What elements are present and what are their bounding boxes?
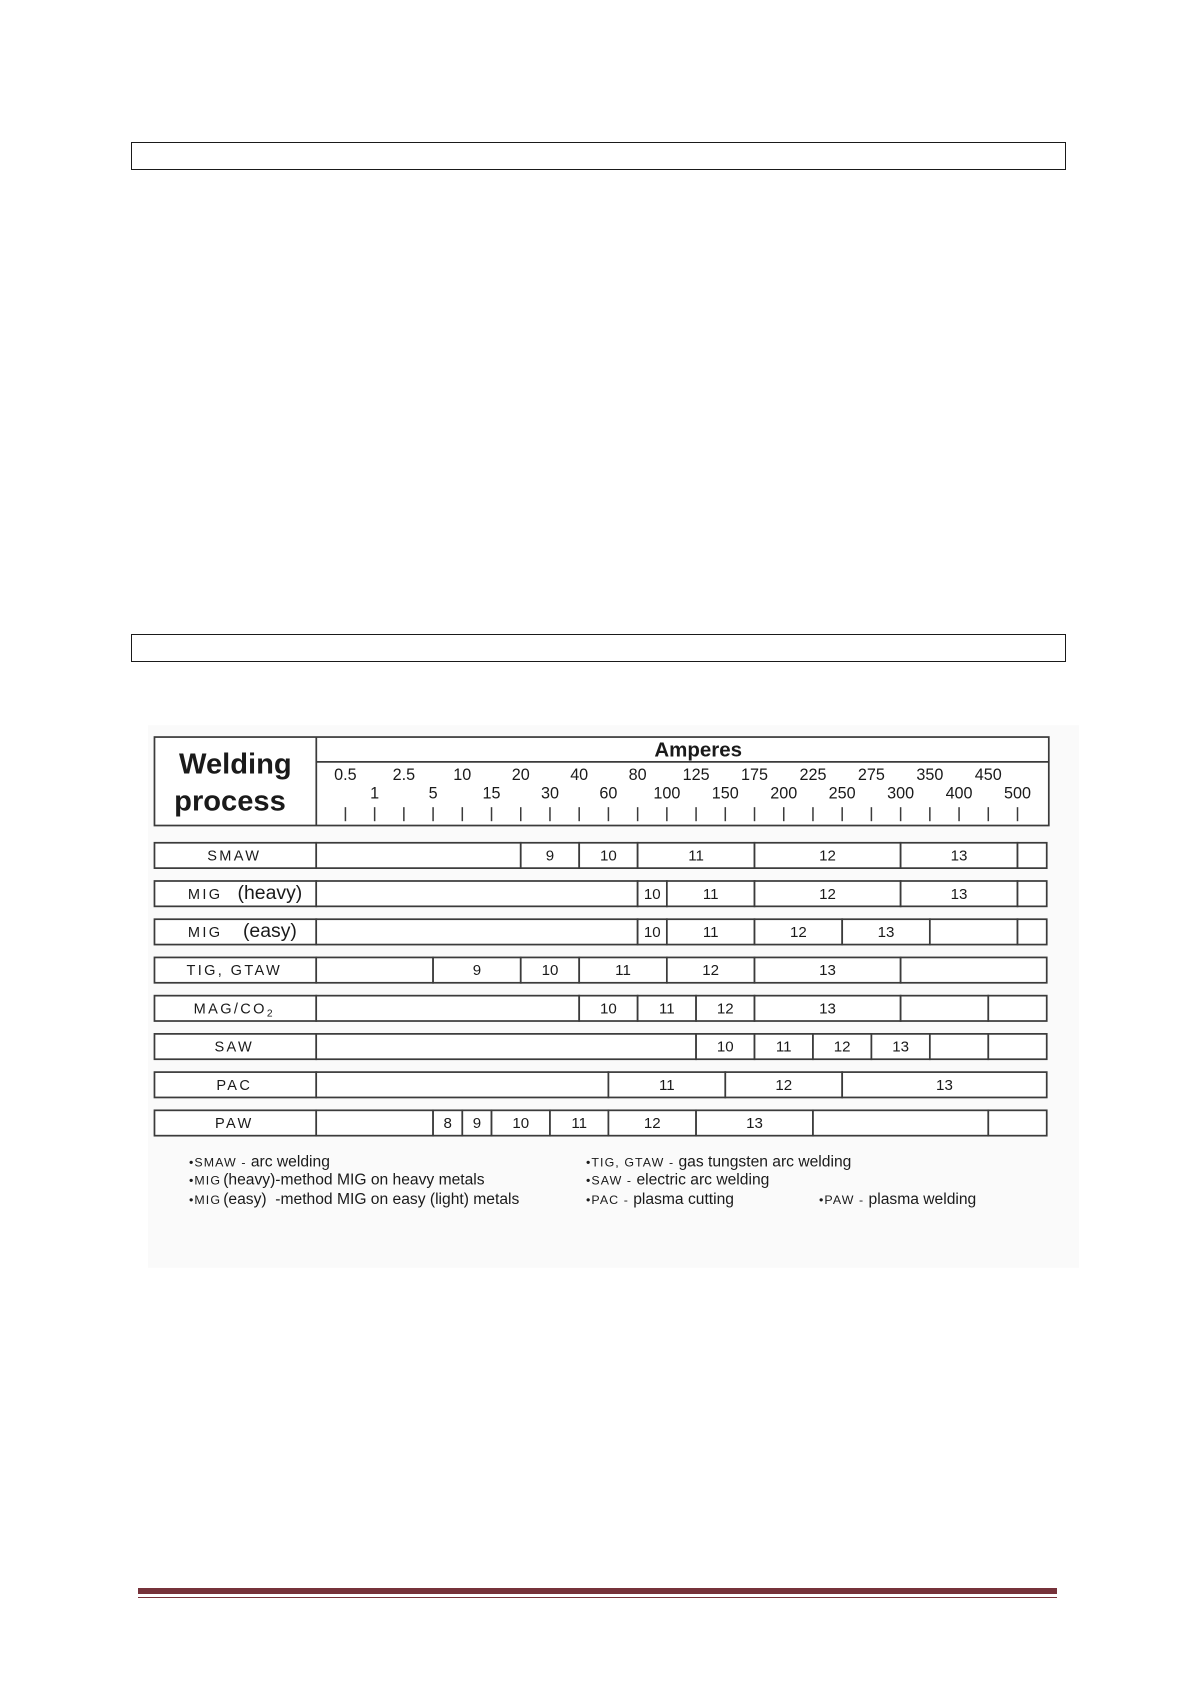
legend-item [189,1191,520,1208]
legend-abbr: •MIG [188,1193,222,1208]
legend-abbr: •PAC - [585,1193,629,1208]
footer-rule-thin [138,1597,1057,1598]
legend-abbr: •PAW - [819,1193,865,1208]
process-label [216,1078,252,1094]
legend-abbr: •TIG, GTAW - [585,1155,675,1170]
shade-number: 11 [775,1038,792,1056]
empty-cell [316,996,579,1021]
legend-item [189,1153,330,1170]
process-label [207,849,261,865]
ampere-tick-label: 15 [482,784,501,803]
legend-description: plasma welding [868,1191,977,1209]
process-label: MIG [187,886,223,903]
empty-cell [1018,919,1047,944]
shade-number: 13 [819,1000,836,1018]
shade-number: 10 [643,885,661,903]
legend-item [586,1191,734,1208]
empty-cell [316,843,521,868]
section-heading-box [131,142,1066,170]
empty-cell [813,1110,988,1135]
legend-description: electric arc welding [636,1171,770,1189]
welding-process-title: process [174,785,286,818]
empty-cell [316,1110,433,1135]
shade-number: 13 [877,924,895,942]
legend-description: (easy) -method MIG on easy (light) metals [223,1191,520,1209]
ampere-tick-label: 300 [887,784,915,803]
process-row [154,843,1046,868]
shade-number: 9 [472,962,482,980]
ampere-tick-label: 1 [370,784,380,803]
empty-cell [316,1072,608,1097]
empty-cell [988,1034,1046,1059]
shade-number: 11 [571,1115,588,1133]
process-row [154,1034,1046,1059]
ampere-tick-label: 5 [428,784,438,803]
ampere-tick-label: 200 [770,784,798,803]
shade-number: 13 [746,1115,763,1133]
shade-number: 11 [702,885,719,903]
shade-number: 11 [659,1000,675,1018]
amperes-axis-title: Amperes [654,738,743,762]
shade-number: 9 [545,847,555,865]
legend-description: arc welding [250,1153,330,1171]
shade-number: 13 [892,1038,910,1056]
ampere-tick-label: 500 [1004,784,1032,803]
shade-number: 10 [643,924,661,942]
legend-item [819,1191,976,1208]
ampere-tick-label: 30 [540,784,559,803]
empty-cell [316,881,637,906]
process-label [214,1040,254,1056]
shade-number: 13 [819,962,836,980]
process-row [154,996,1046,1021]
empty-cell [988,996,1046,1021]
empty-cell [930,919,1018,944]
section-heading-box [131,634,1066,662]
empty-cell [930,1034,988,1059]
shade-number: 12 [702,962,720,980]
shade-number: 8 [443,1115,452,1133]
ampere-tick-label: 10 [453,766,472,785]
shade-number: 11 [702,924,719,942]
ampere-tick-label: 150 [711,784,739,803]
shade-number: 10 [512,1115,530,1133]
legend-item [586,1153,851,1170]
ampere-tick-label: 125 [682,766,710,785]
ampere-tick-label: 400 [945,784,973,803]
empty-cell [316,1034,696,1059]
shade-number: 12 [716,1000,734,1018]
footer-rule [138,1588,1057,1594]
ampere-tick-label: 450 [974,766,1002,785]
process-row [154,881,1046,906]
shade-number: 12 [775,1076,793,1094]
shade-number: 11 [688,847,704,865]
empty-cell [988,1110,1046,1135]
legend-abbr: •SAW - [585,1173,633,1188]
empty-cell [316,919,637,944]
welding-process-title: Welding [179,748,292,781]
empty-cell [316,957,433,982]
welding-shade-chart [148,725,1079,1268]
process-label-main: TIG, GTAW [186,963,283,980]
ampere-tick-label: 350 [916,766,944,785]
ampere-tick-label: 80 [628,766,647,785]
process-qualifier: (easy) [242,920,297,943]
ampere-tick-label: 225 [799,766,827,785]
process-qualifier: (heavy) [237,881,303,904]
empty-cell [901,996,989,1021]
legend-abbr: •MIG [188,1173,222,1188]
process-row [154,1072,1046,1097]
ampere-tick-label: 275 [857,766,885,785]
shade-number: 12 [819,847,836,865]
legend-description: plasma cutting [633,1191,734,1209]
ampere-tick-label: 175 [741,766,769,785]
shade-number: 12 [789,924,807,942]
process-label-main: SAW [214,1039,255,1056]
legend-description: (heavy)-method MIG on heavy metals [223,1171,485,1189]
legend-description: gas tungsten arc welding [678,1153,852,1171]
shade-number: 12 [643,1115,661,1133]
shade-number: 13 [936,1076,953,1094]
process-label [194,1001,275,1019]
process-label-main: PAC [216,1077,253,1094]
empty-cell [1018,881,1047,906]
shade-number: 12 [819,885,836,903]
ampere-tick-label: 2.5 [392,766,416,785]
ampere-tick-label: 100 [653,784,681,803]
shade-number: 10 [600,1000,617,1018]
shade-number: 9 [472,1115,482,1133]
shade-number: 13 [950,847,968,865]
legend-abbr: •SMAW - [188,1155,247,1170]
ampere-tick-label: 60 [599,784,618,803]
shade-number: 12 [833,1038,851,1056]
process-row [154,1110,1046,1135]
process-label [186,963,282,979]
process-row [154,919,1046,944]
process-label [215,1116,254,1132]
ampere-tick-label: 20 [511,766,530,785]
ampere-tick-label: 0.5 [334,766,357,785]
shade-number: 10 [541,962,559,980]
legend-item [586,1172,769,1189]
process-label-main: MAG/CO [193,1001,267,1018]
shade-number: 11 [615,962,631,980]
process-label: MIG [187,925,223,942]
shade-number: 10 [600,847,617,865]
empty-cell [1018,843,1047,868]
process-label-main: SMAW [207,848,262,865]
process-label-main: PAW [214,1116,254,1133]
legend-item [189,1172,485,1189]
shade-number: 10 [716,1038,734,1056]
shade-number: 11 [659,1076,675,1094]
shade-number: 13 [950,885,968,903]
process-label-subscript: 2 [266,1008,275,1020]
empty-cell [901,957,1047,982]
process-row [154,957,1046,982]
chart-header [154,737,1048,825]
ampere-tick-label: 40 [570,766,589,785]
ampere-tick-label: 250 [828,784,856,803]
